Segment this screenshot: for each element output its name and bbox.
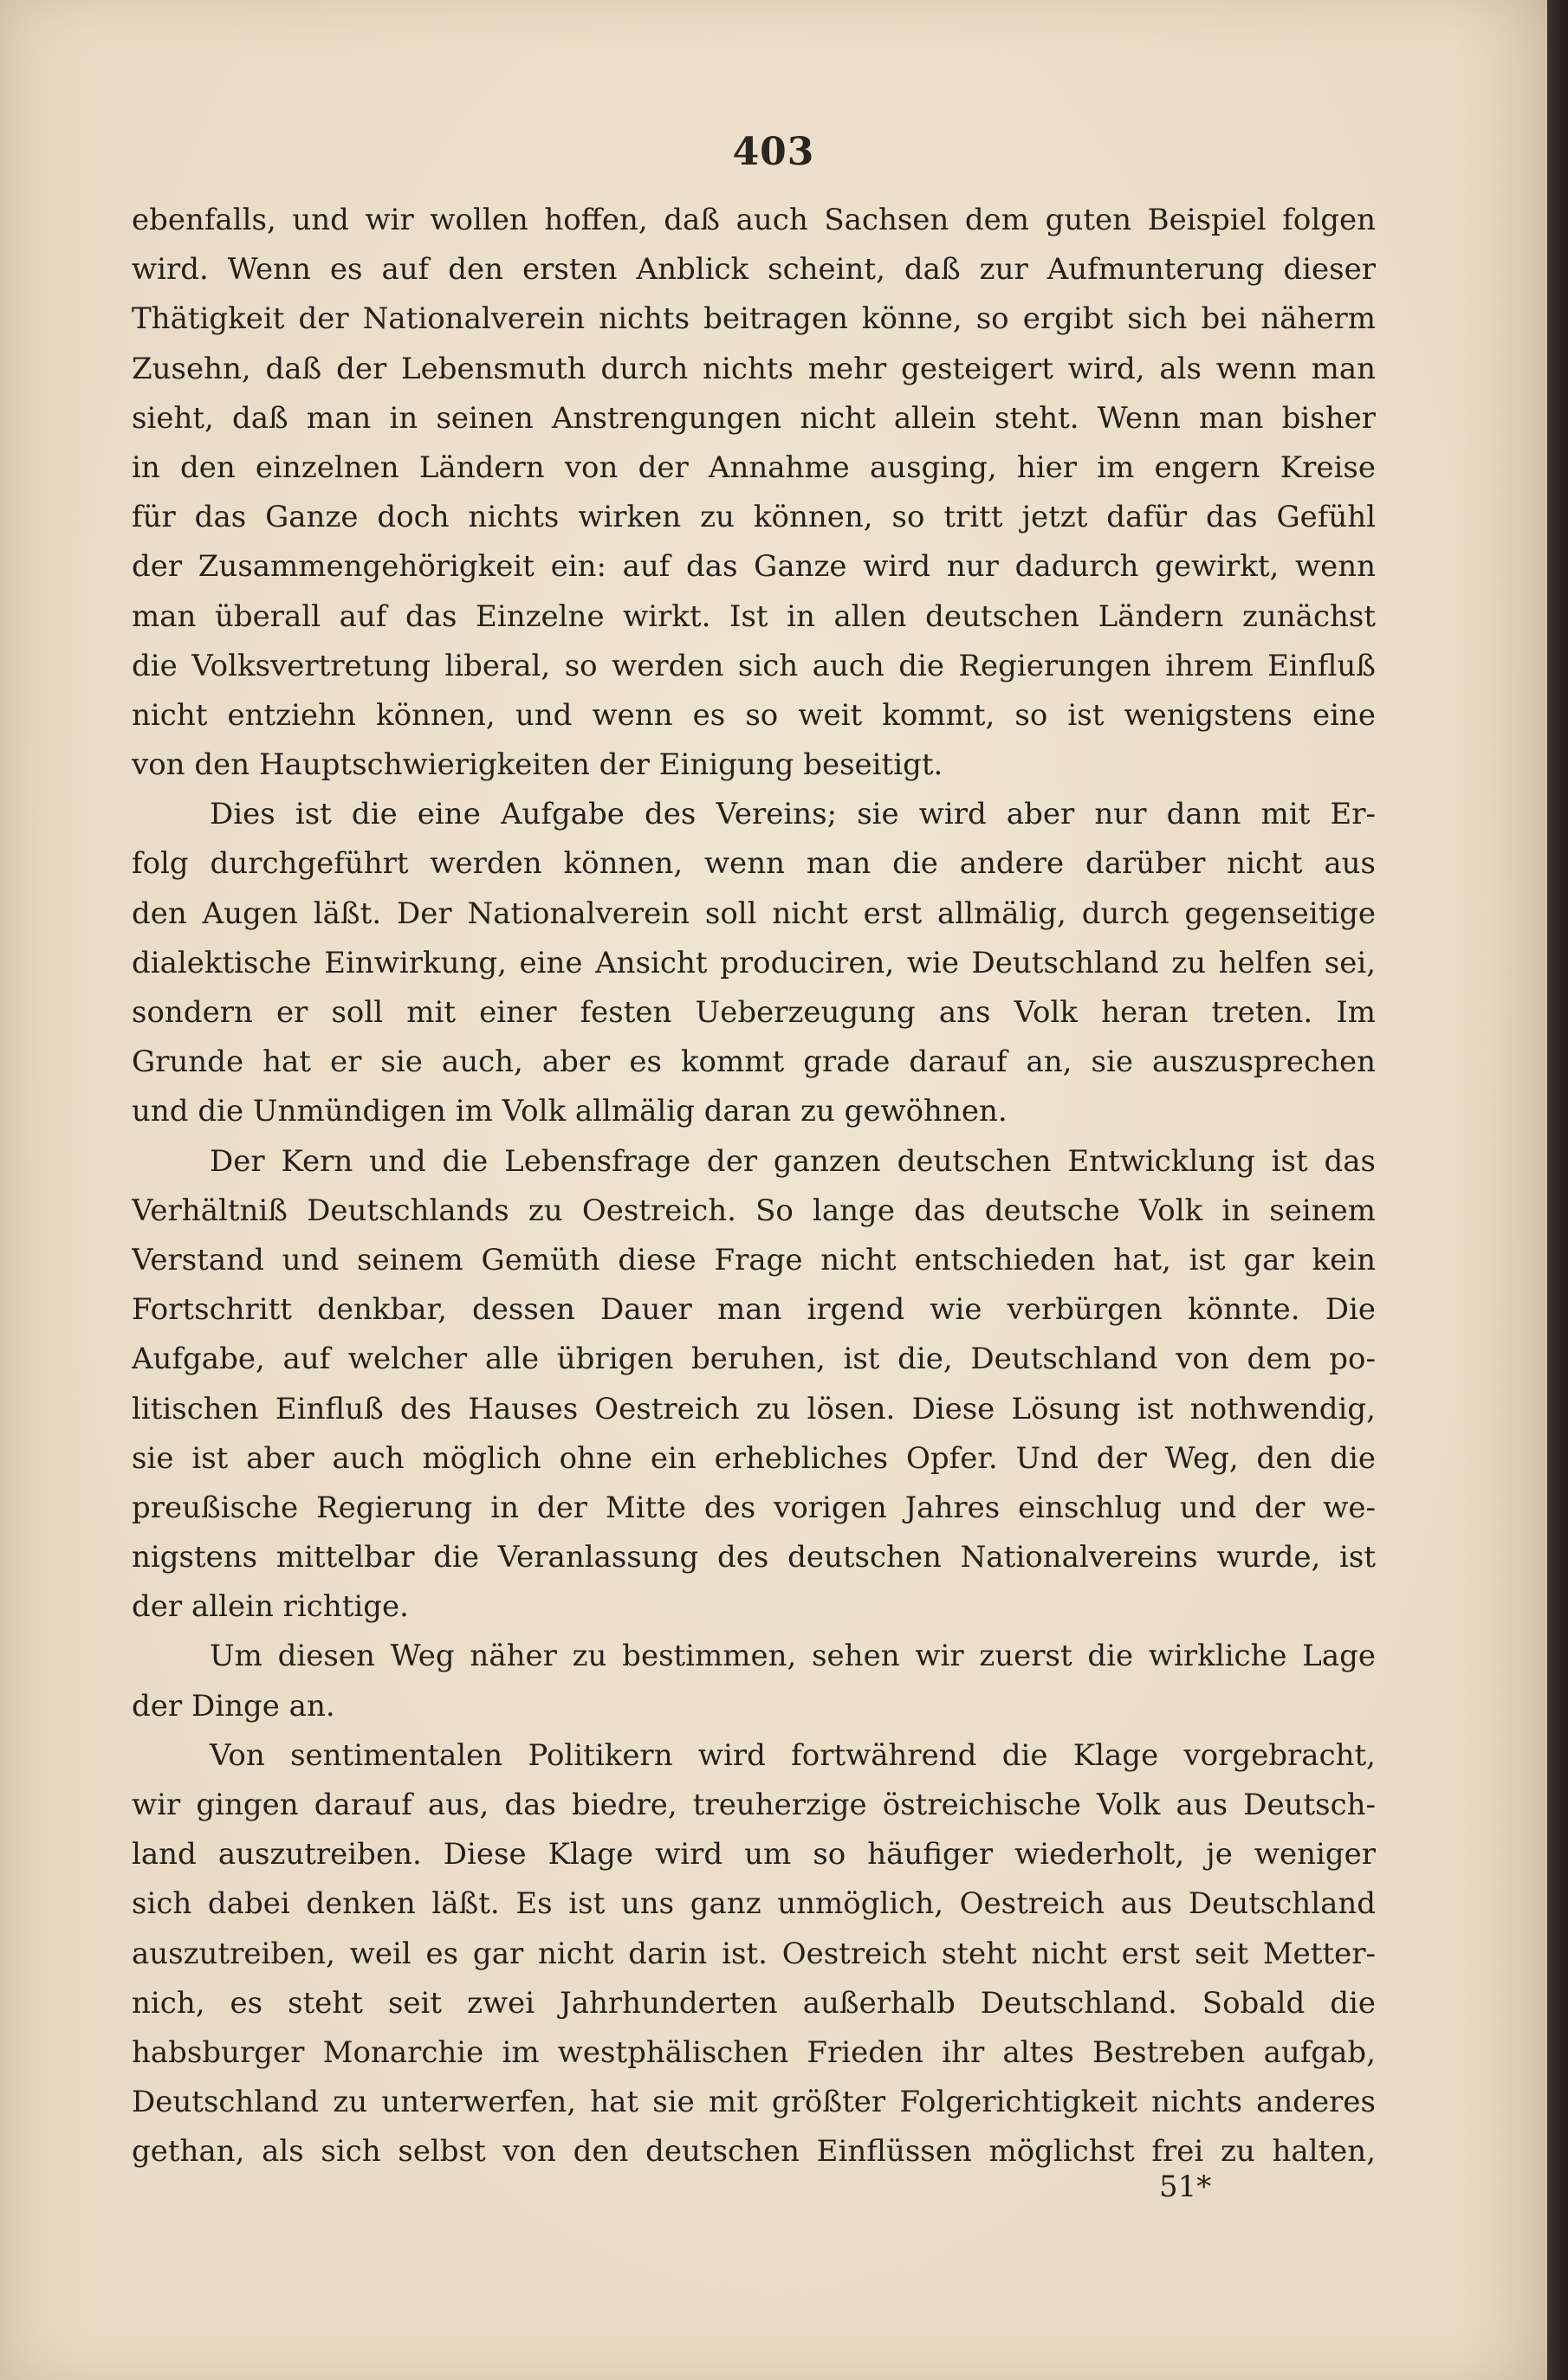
text-line: auszutreiben, weil es gar nicht darin ist. Oestreich steht nicht erst seit Metter-: [132, 1936, 1376, 1971]
text-line: sie ist aber auch möglich ohne ein erhebliches Opfer. Und der Weg, den die: [132, 1440, 1376, 1476]
text-line: gethan, als sich selbst von den deutschen Einflüssen möglichst frei zu halten,: [132, 2134, 1376, 2170]
text-line: Verhältniß Deutschlands zu Oestreich. So lange das deutsche Volk in seinem: [132, 1193, 1376, 1228]
body-text: [132, 196, 1376, 2177]
text-line: Von sentimentalen Politikern wird fortwährend die Klage vorgebracht,: [210, 1737, 1376, 1773]
text-line: preußische Regierung in der Mitte des vorigen Jahres einschlug und der we-: [132, 1490, 1376, 1525]
text-line: litischen Einfluß des Hauses Oestreich zu lösen. Diese Lösung ist nothwendig,: [132, 1391, 1376, 1426]
text-line: Der Kern und die Lebensfrage der ganzen deutschen Entwicklung ist das: [210, 1143, 1376, 1179]
text-line: ebenfalls, und wir wollen hoffen, daß auch Sachsen dem guten Beispiel folgen: [132, 203, 1376, 237]
text-line: in den einzelnen Ländern von der Annahme ausging, hier im engern Kreise: [132, 449, 1376, 485]
text-line: von den Hauptschwierigkeiten der Einigung beseitigt.: [132, 747, 943, 783]
text-line: wird. Wenn es auf den ersten Anblick scheint, daß zur Aufmunterung dieser: [132, 252, 1376, 288]
text-line: die Volksvertretung liberal, so werden sich auch die Regierungen ihrem Einfluß: [132, 648, 1376, 683]
text-line: Dies ist die eine Aufgabe des Vereins; sie wird aber nur dann mit Er-: [210, 797, 1376, 832]
text-line: der Dinge an.: [132, 1688, 335, 1724]
text-line: und die Unmündigen im Volk allmälig daran zu gewöhnen.: [132, 1094, 1008, 1129]
text-line: Thätigkeit der Nationalverein nichts beitragen könne, so ergibt sich bei näherm: [132, 301, 1376, 337]
text-line: folg durchgeführt werden können, wenn man die andere darüber nicht aus: [132, 846, 1376, 882]
text-line: der allein richtige.: [132, 1589, 409, 1625]
text-line: Aufgabe, auf welcher alle übrigen beruhen, ist die, Deutschland von dem po-: [132, 1342, 1376, 1377]
text-line: nigstens mittelbar die Veranlassung des deutschen Nationalvereins wurde, ist: [132, 1540, 1376, 1575]
text-line: dialektische Einwirkung, eine Ansicht produciren, wie Deutschland zu helfen sei,: [132, 945, 1376, 980]
page-edge-shadow: [1547, 0, 1568, 2380]
text-line: Grunde hat er sie auch, aber es kommt grade darauf an, sie auszusprechen: [132, 1044, 1376, 1080]
text-line: nich, es steht seit zwei Jahrhunderten außerhalb Deutschland. Sobald die: [132, 1985, 1376, 2021]
text-line: nicht entziehn können, und wenn es so weit kommt, so ist wenigstens eine: [132, 697, 1376, 733]
text-line: Um diesen Weg näher zu bestimmen, sehen wir zuerst die wirkliche Lage: [210, 1639, 1376, 1674]
text-line: man überall auf das Einzelne wirkt. Ist in allen deutschen Ländern zunächst: [132, 598, 1376, 634]
text-line: sich dabei denken läßt. Es ist uns ganz unmöglich, Oestreich aus Deutschland: [132, 1886, 1376, 1922]
text-line: den Augen läßt. Der Nationalverein soll nicht erst allmälig, durch gegenseitige: [132, 896, 1376, 931]
text-line: wir gingen darauf aus, das biedre, treuherzige östreichische Volk aus Deutsch-: [132, 1788, 1376, 1822]
text-line: sondern er soll mit einer festen Ueberzeugung ans Volk heran treten. Im: [132, 995, 1376, 1030]
text-line: der Zusammengehörigkeit ein: auf das Ganze wird nur dadurch gewirkt, wenn: [132, 549, 1376, 585]
text-line: Verstand und seinem Gemüth diese Frage nicht entschieden hat, ist gar kein: [132, 1242, 1376, 1277]
text-line: für das Ganze doch nichts wirken zu können, so tritt jetzt dafür das Gefühl: [132, 500, 1376, 535]
text-line: Fortschritt denkbar, dessen Dauer man irgend wie verbürgen könnte. Die: [132, 1292, 1376, 1328]
page-number: 403: [732, 130, 815, 174]
text-line: Zusehn, daß der Lebensmuth durch nichts mehr gesteigert wird, als wenn man: [132, 351, 1376, 386]
text-line: land auszutreiben. Diese Klage wird um so häufiger wiederholt, je weniger: [132, 1837, 1376, 1872]
text-line: Deutschland zu unterwerfen, hat sie mit größter Folgerichtigkeit nichts anderes: [132, 2085, 1376, 2120]
text-line: sieht, daß man in seinen Anstrengungen nicht allein steht. Wenn man bisher: [132, 400, 1376, 436]
signature-mark: 51*: [1159, 2170, 1212, 2204]
text-line: habsburger Monarchie im westphälischen Frieden ihr altes Bestreben aufgab,: [132, 2034, 1376, 2070]
